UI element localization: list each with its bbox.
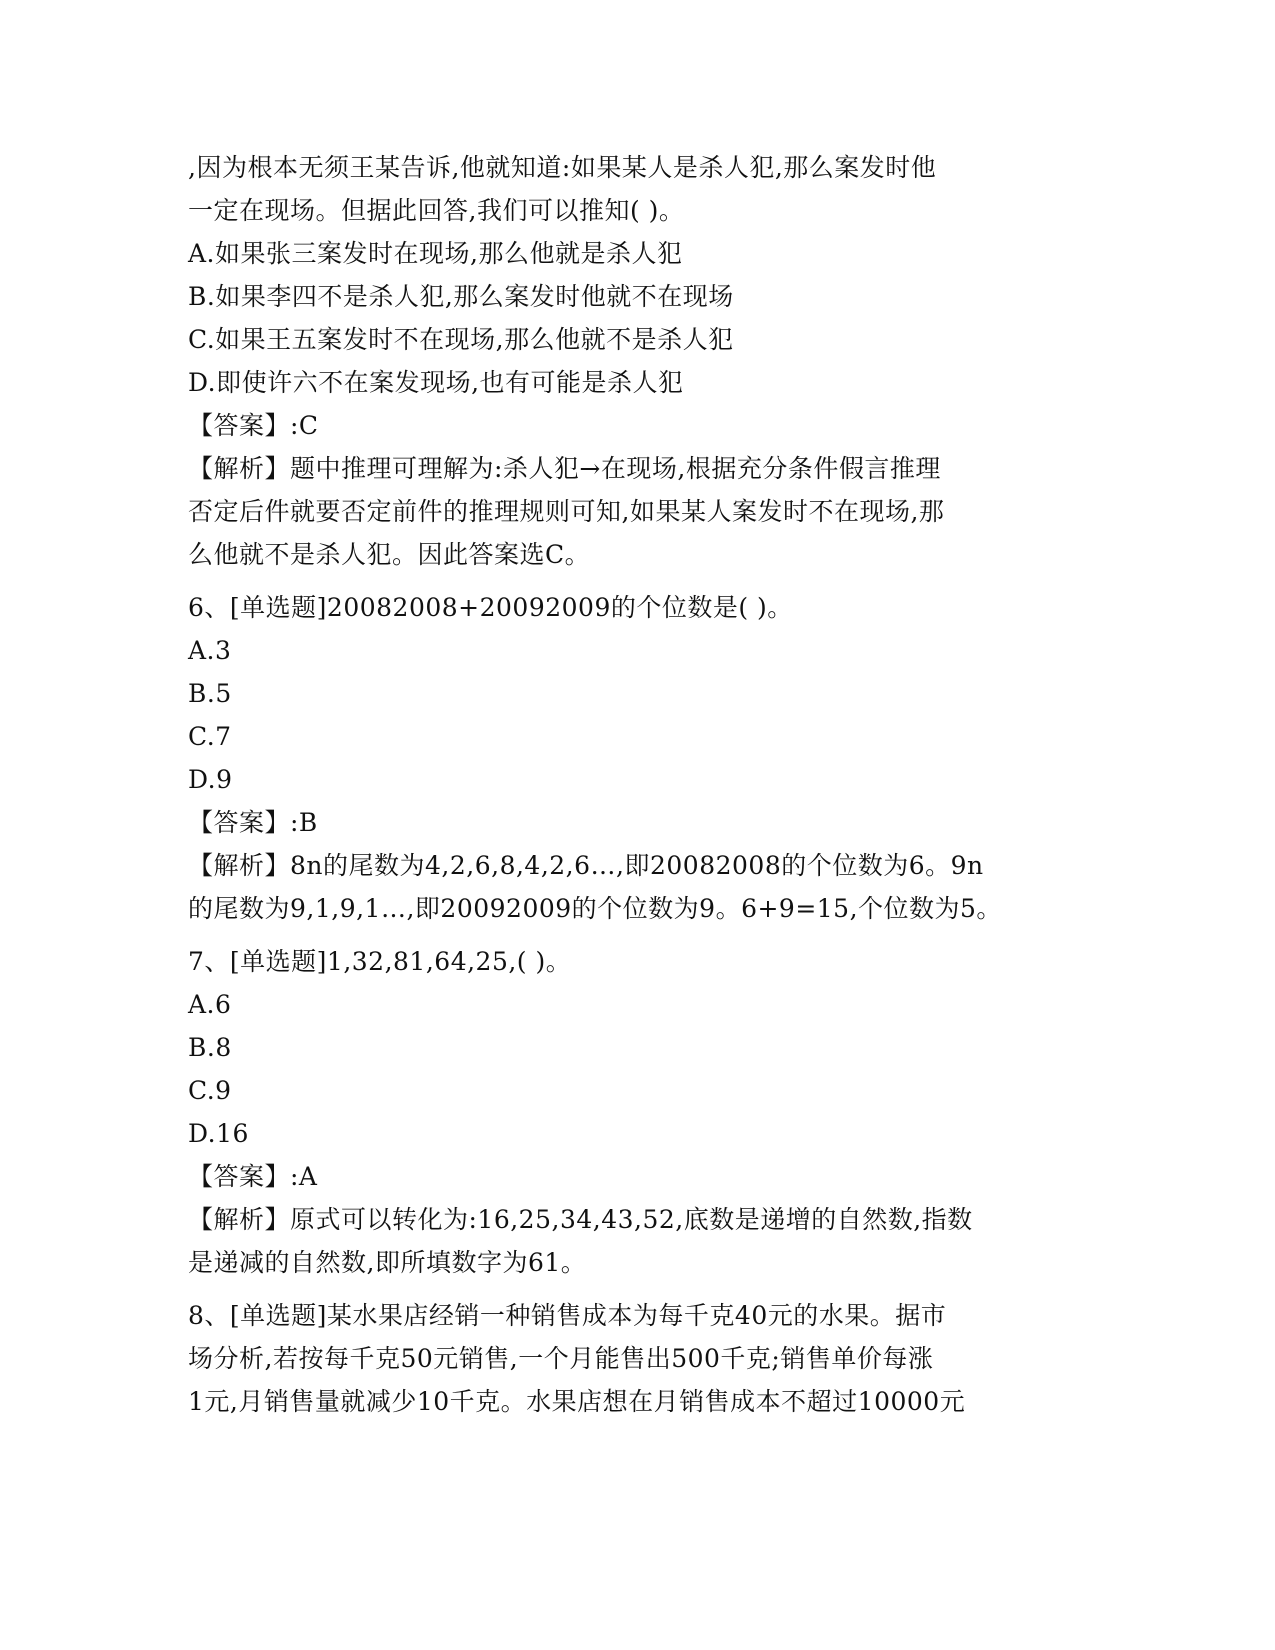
question-5-continuation <box>188 146 1088 576</box>
question-stem: 6、[单选题]20082008+20092009的个位数是( )。 <box>188 593 793 622</box>
document-body <box>188 146 1088 1423</box>
question-stem-line: 8、[单选题]某水果店经销一种销售成本为每千克40元的水果。据市 <box>188 1301 947 1330</box>
spacer <box>188 930 1088 940</box>
question-stem: 7、[单选题]1,32,81,64,25,( )。 <box>188 947 572 976</box>
analysis-line: 的尾数为9,1,9,1…,即20092009的个位数为9。6+9=15,个位数为5。 <box>188 894 1002 923</box>
analysis-line: 么他就不是杀人犯。因此答案选C。 <box>188 540 591 569</box>
question-8 <box>188 1294 1088 1423</box>
answer-line: 【答案】:C <box>188 411 319 440</box>
analysis-line: 【解析】题中推理可理解为:杀人犯→在现场,根据充分条件假言推理 <box>188 454 941 483</box>
option-c: C.如果王五案发时不在现场,那么他就不是杀人犯 <box>188 325 734 354</box>
spacer <box>188 1284 1088 1294</box>
analysis-line: 否定后件就要否定前件的推理规则可知,如果某人案发时不在现场,那 <box>188 497 945 526</box>
option-c: C.7 <box>188 722 232 751</box>
question-stem-line: 场分析,若按每千克50元销售,一个月能售出500千克;销售单价每涨 <box>188 1344 934 1373</box>
option-d: D.9 <box>188 765 233 794</box>
question-text-line: ,因为根本无须王某告诉,他就知道:如果某人是杀人犯,那么案发时他 <box>188 153 937 182</box>
analysis-line: 【解析】8n的尾数为4,2,6,8,4,2,6…,即20082008的个位数为6。9n <box>188 851 984 880</box>
spacer <box>188 576 1088 586</box>
question-7 <box>188 940 1088 1284</box>
option-a: A.如果张三案发时在现场,那么他就是杀人犯 <box>188 239 683 268</box>
answer-line: 【答案】:A <box>188 1162 318 1191</box>
option-c: C.9 <box>188 1076 232 1105</box>
analysis-line: 是递减的自然数,即所填数字为61。 <box>188 1248 587 1277</box>
option-d: D.即使许六不在案发现场,也有可能是杀人犯 <box>188 368 684 397</box>
option-a: A.3 <box>188 636 232 665</box>
option-b: B.5 <box>188 679 232 708</box>
question-text-line: 一定在现场。但据此回答,我们可以推知( )。 <box>188 196 685 225</box>
question-6 <box>188 586 1088 930</box>
option-d: D.16 <box>188 1119 249 1148</box>
option-b: B.8 <box>188 1033 232 1062</box>
question-stem-line: 1元,月销售量就减少10千克。水果店想在月销售成本不超过10000元 <box>188 1387 966 1416</box>
option-b: B.如果李四不是杀人犯,那么案发时他就不在现场 <box>188 282 734 311</box>
answer-line: 【答案】:B <box>188 808 318 837</box>
analysis-line: 【解析】原式可以转化为:16,25,34,43,52,底数是递增的自然数,指数 <box>188 1205 973 1234</box>
option-a: A.6 <box>188 990 232 1019</box>
